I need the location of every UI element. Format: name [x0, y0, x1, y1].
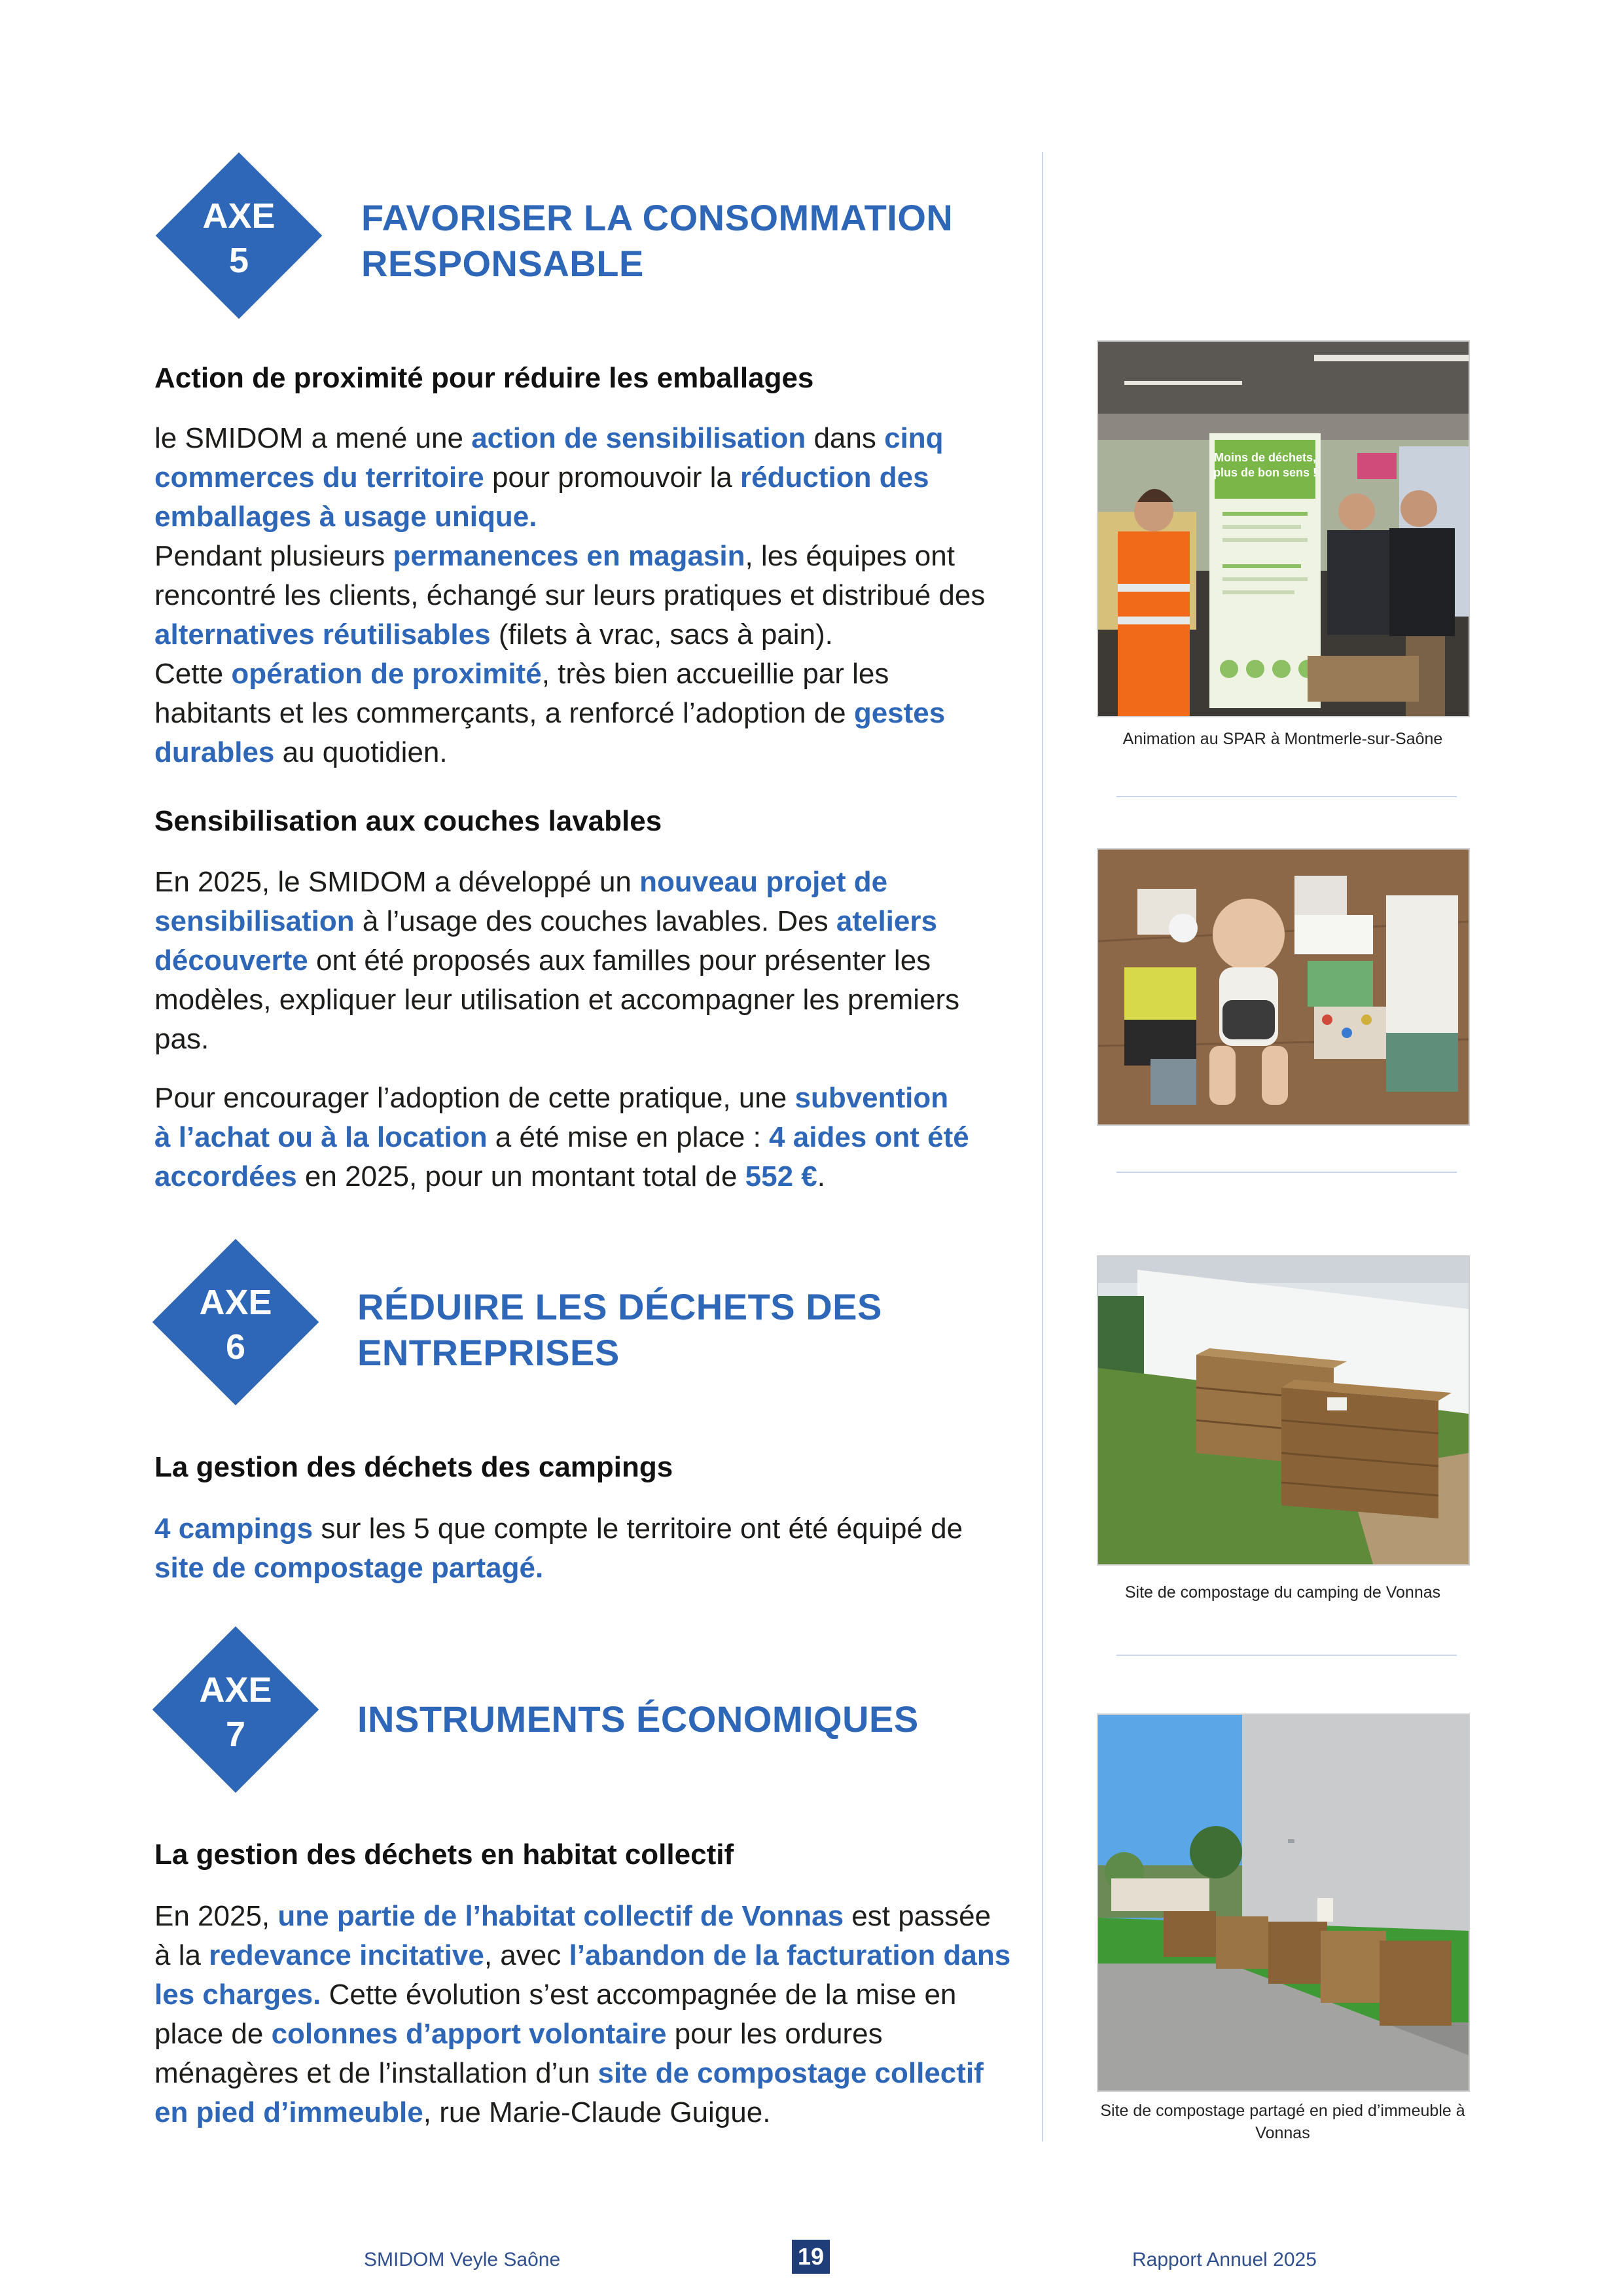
- axe-6-label-num: 6: [225, 1327, 246, 1367]
- section-heading-habitat: La gestion des déchets en habitat collectif: [154, 1839, 734, 1871]
- highlight-text: permanences en magasin: [393, 540, 745, 572]
- highlight-text: action de sensibilisation: [471, 422, 806, 454]
- body-text: a été mise en place :: [487, 1121, 770, 1153]
- column-divider: [1042, 152, 1043, 2142]
- svg-text:Moins de déchets,: Moins de déchets,: [1213, 451, 1317, 464]
- axe-7-label: [151, 1668, 321, 1757]
- body-text: Pendant plusieurs: [154, 540, 393, 572]
- body-text: le SMIDOM a mené une: [154, 422, 472, 454]
- photo-spar-animation: [1097, 340, 1470, 717]
- body-text: pour promouvoir la: [484, 461, 741, 493]
- body-text: , rue Marie-Claude Guigue.: [423, 2096, 771, 2128]
- body-text: En 2025, le SMIDOM a développé un: [154, 866, 640, 898]
- section-heading-emballages: Action de proximité pour réduire les emballages: [154, 362, 814, 394]
- photo-compostage-immeuble: [1097, 1713, 1470, 2092]
- section-heading-campings: La gestion des déchets des campings: [154, 1451, 673, 1483]
- svg-text:plus de bon sens !: plus de bon sens !: [1213, 466, 1317, 479]
- highlight-text: à l’achat ou à la location: [154, 1121, 488, 1153]
- highlight-text: redevance incitative: [209, 1939, 484, 1971]
- highlight-text: nouveau projet de sensibilisation: [154, 866, 888, 937]
- body-text: Pour encourager l’adoption de cette pratique, une: [154, 1082, 795, 1114]
- highlight-text: colonnes d’apport volontaire: [271, 2018, 667, 2050]
- caption-photo-3: Site de compostage du camping de Vonnas: [1124, 1583, 1441, 1602]
- body-text: au quotidien.: [274, 736, 448, 768]
- axe-6-title-line2: ENTREPRISES: [357, 1332, 620, 1373]
- axe-7-label-top: AXE: [199, 1670, 272, 1710]
- body-text: , très bien accueillie par les habitants et les commerçants, a renforcé l’adoption de: [154, 658, 889, 729]
- highlight-text: site de compostage partagé.: [154, 1552, 544, 1584]
- axe-6-title: [357, 1284, 882, 1376]
- body-text: dans: [806, 422, 885, 454]
- highlight-text: subvention: [794, 1082, 949, 1114]
- axe-5-label-num: 5: [228, 241, 249, 280]
- highlight-text: réduction des emballages à usage unique.: [154, 461, 929, 533]
- paragraph-campings: [154, 1509, 1012, 1588]
- body-text: , les équipes ont rencontré les clients, échangé sur leurs pratiques et distribué des: [154, 540, 986, 611]
- body-text: .: [817, 1160, 825, 1193]
- body-text: à l’usage des couches lavables. Des: [354, 905, 836, 937]
- axe-7-title: [357, 1696, 919, 1742]
- caption-photo-1: Animation au SPAR à Montmerle-sur-Saône: [1122, 730, 1443, 748]
- highlight-text: cinq commerces du territoire: [154, 422, 944, 493]
- axe-5-title: [361, 195, 953, 287]
- axe-6-label: [151, 1280, 321, 1369]
- highlight-text: 4 aides ont été accordées: [154, 1121, 969, 1193]
- paragraph-emballages: [154, 419, 1012, 772]
- photo-compostage-camping: [1097, 1255, 1470, 1566]
- body-text: ont été proposés aux familles pour présenter les modèles, expliquer leur utilisation et accompagner les premiers pas.: [154, 944, 960, 1055]
- axe-5-label: [154, 194, 324, 283]
- axe-7-label-num: 7: [225, 1715, 246, 1754]
- body-text: est passée à la: [154, 1900, 991, 1971]
- highlight-text: l’abandon de la facturation dans les charges.: [154, 1939, 1011, 2011]
- highlight-text: opération de proximité: [231, 658, 542, 690]
- highlight-text: gestes durables: [154, 697, 946, 768]
- page-number: 19: [792, 2240, 830, 2274]
- body-text: Cette évolution s’est accompagnée de la mise en place de: [154, 1979, 957, 2050]
- footer-org: SMIDOM Veyle Saône: [364, 2249, 561, 2270]
- body-text: Cette: [154, 658, 232, 690]
- paragraph-couches-1: [154, 863, 1012, 1059]
- axe-5-title-line2: RESPONSABLE: [361, 243, 644, 284]
- axe-5-title-line1: FAVORISER LA CONSOMMATION: [361, 197, 954, 238]
- photo-couches-lavables: [1097, 848, 1470, 1126]
- body-text: en 2025, pour un montant total de: [296, 1160, 745, 1193]
- highlight-text: site de compostage collectif en pied d’immeuble: [154, 2057, 984, 2128]
- photo-separator-2: [1116, 1172, 1457, 1173]
- body-text: pour les ordures ménagères et de l’installation d’un: [154, 2018, 883, 2089]
- highlight-text: ateliers découverte: [154, 905, 937, 977]
- axe-7-title-line1: INSTRUMENTS ÉCONOMIQUES: [357, 1698, 919, 1740]
- body-text: En 2025,: [154, 1900, 278, 1932]
- axe-6-title-line1: RÉDUIRE LES DÉCHETS DES: [357, 1286, 882, 1327]
- body-text: (filets à vrac, sacs à pain).: [490, 619, 833, 651]
- body-text: , avec: [484, 1939, 569, 1971]
- section-heading-couches: Sensibilisation aux couches lavables: [154, 805, 662, 837]
- photo-separator-3: [1116, 1655, 1457, 1656]
- highlight-text: une partie de l’habitat collectif de Vonnas: [277, 1900, 844, 1932]
- body-text: sur les 5 que compte le territoire ont été équipé de: [313, 1513, 963, 1545]
- axe-6-label-top: AXE: [199, 1283, 272, 1322]
- photo-separator-1: [1116, 796, 1457, 797]
- highlight-text: alternatives réutilisables: [154, 619, 491, 651]
- footer-report: Rapport Annuel 2025: [1132, 2249, 1317, 2270]
- highlight-text: 4 campings: [154, 1513, 313, 1545]
- axe-5-label-top: AXE: [202, 196, 276, 236]
- paragraph-habitat: [154, 1897, 1012, 2132]
- paragraph-couches-2: [154, 1079, 1012, 1196]
- highlight-text: 552 €: [745, 1160, 817, 1193]
- caption-photo-4: Site de compostage partagé en pied d’immeuble à Vonnas: [1100, 2102, 1465, 2142]
